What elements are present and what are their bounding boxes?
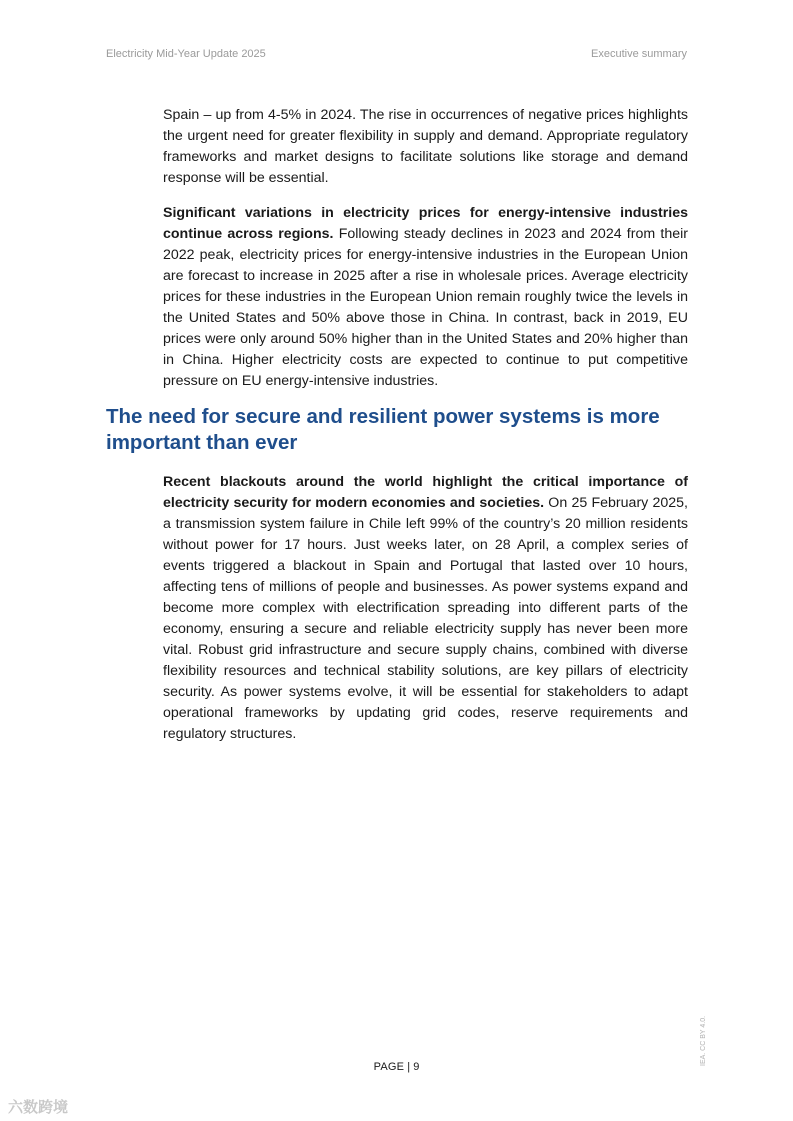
running-header-section: Executive summary: [591, 48, 687, 60]
page-separator: |: [404, 1061, 414, 1073]
paragraph-body: Following steady declines in 2023 and 2024 from their 2022 peak, electricity prices for energy-intensive industries in the European Union are forecast to increase in 2025 after a rise in wholesale prices. Average electricity prices for these industries in the European Union remain roughly twice the levels in the United States and 50% above those in China. In contrast, back in 2019, EU prices were only around 50% higher than in the United States and 20% higher than in China. Higher electricity costs are expected to continue to put competitive pressure on EU energy-intensive industries.: [163, 226, 688, 389]
paragraph-body: On 25 February 2025, a transmission system failure in Chile left 99% of the country’s 20 million residents without power for 17 hours. Just weeks later, on 28 April, a complex series of events triggered a blackout in Spain and Portugal that lasted over 10 hours, affecting tens of millions of people and businesses. As power systems expand and become more complex with electrification spreading into different parts of the economy, ensuring a secure and reliable electricity supply has never been more vital. Robust grid infrastructure and secure supply chains, combined with diverse flexibility resources and technical stability solutions, are key pillars of electricity security. As power systems evolve, it will be essential for stakeholders to adapt operational frameworks by updating grid codes, reserve requirements and regulatory structures.: [163, 495, 689, 742]
body-text-top: [163, 105, 688, 392]
paragraph-industry-prices: [163, 203, 688, 392]
page-footer: [0, 1061, 793, 1073]
license-note: IEA. CC BY 4.0.: [700, 1015, 707, 1066]
watermark-logo: [8, 1096, 68, 1117]
page-number: 9: [413, 1061, 420, 1073]
page-label: PAGE: [373, 1061, 405, 1073]
paragraph-negative-prices: Spain – up from 4-5% in 2024. The rise in occurrences of negative prices highlights the urgent need for greater flexibility in supply and demand. Appropriate regulatory frameworks and market designs to facilitate solutions like storage and demand response will be essential.: [163, 107, 688, 186]
paragraph-blackouts: [163, 472, 688, 745]
watermark-text: 六数跨境: [8, 1099, 69, 1116]
body-text-security: [163, 472, 688, 745]
running-header-title: Electricity Mid-Year Update 2025: [106, 48, 266, 60]
paragraph-lead-bold: Recent blackouts around the world highlight the critical importance of electricity security for modern economies and societies.: [163, 474, 688, 511]
section-heading: The need for secure and resilient power systems is more important than ever: [106, 405, 660, 454]
paragraph-lead-bold: Significant variations in electricity prices for energy-intensive industries continue across regions.: [163, 205, 688, 242]
